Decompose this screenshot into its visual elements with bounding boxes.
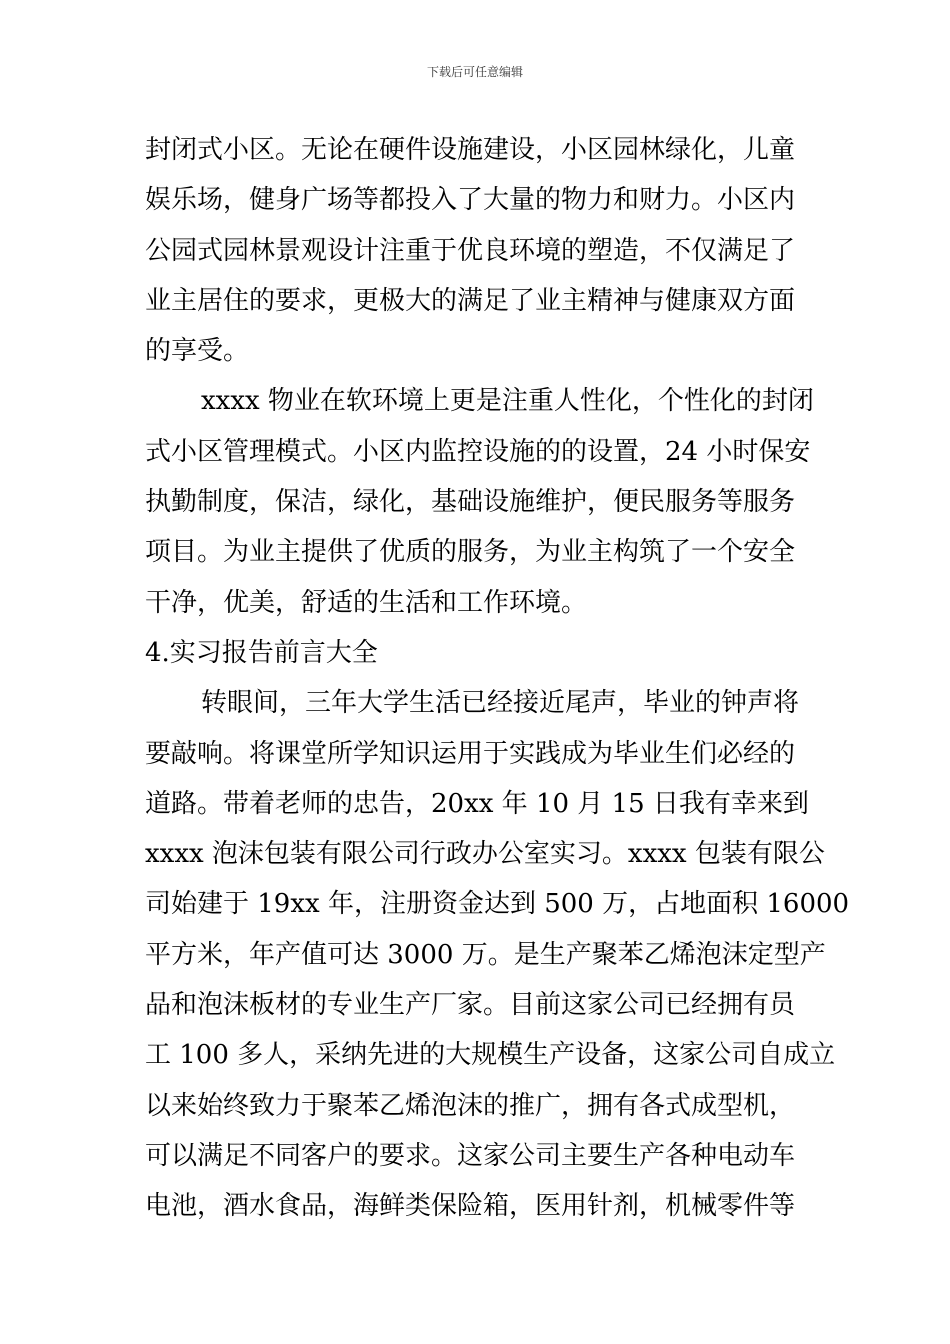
- text-line: 品和泡沫板材的专业生产厂家。目前这家公司已经拥有员: [145, 990, 796, 1021]
- section-heading: 4.实习报告前言大全: [145, 637, 378, 668]
- text-line: 式小区管理模式。小区内监控设施的的设置，24 小时保安: [145, 436, 811, 467]
- text-line: 执勤制度，保洁，绿化，基础设施维护，便民服务等服务: [145, 487, 796, 518]
- text-line: 道路。带着老师的忠告，20xx 年 10 月 15 日我有幸来到: [145, 788, 809, 819]
- text-line: 转眼间，三年大学生活已经接近尾声，毕业的钟声将: [201, 688, 800, 719]
- text-line: 业主居住的要求，更极大的满足了业主精神与健康双方面: [145, 285, 796, 316]
- text-line: 公园式园林景观设计注重于优良环境的塑造，不仅满足了: [145, 235, 796, 266]
- text-line: 可以满足不同客户的要求。这家公司主要生产各种电动车: [145, 1140, 796, 1171]
- text-line: 封闭式小区。无论在硬件设施建设，小区园林绿化，儿童: [145, 135, 796, 165]
- text-line: 干净，优美，舒适的生活和工作环境。: [145, 587, 588, 618]
- text-line: 司始建于 19xx 年，注册资金达到 500 万，占地面积 16000: [145, 889, 850, 920]
- document-body: [145, 125, 850, 1232]
- text-line: 平方米，年产值可达 3000 万。是生产聚苯乙烯泡沫定型产: [145, 939, 826, 970]
- text-line: 以来始终致力于聚苯乙烯泡沫的推广，拥有各式成型机，: [145, 1090, 796, 1121]
- text-line: 项目。为业主提供了优质的服务，为业主构筑了一个安全: [145, 537, 796, 568]
- text-line: xxxx 物业在软环境上更是注重人性化，个性化的封闭: [201, 386, 814, 417]
- text-line: 工 100 多人，采纳先进的大规模生产设备，这家公司自成立: [145, 1040, 836, 1071]
- text-line: 要敲响。将课堂所学知识运用于实践成为毕业生们必经的: [145, 738, 796, 769]
- text-line: 的享受。: [145, 336, 250, 367]
- text-line: 娱乐场，健身广场等都投入了大量的物力和财力。小区内: [145, 185, 796, 216]
- text-line: xxxx 泡沫包装有限公司行政办公室实习。xxxx 包装有限公: [145, 839, 825, 870]
- page-header: 下载后可任意编辑: [426, 65, 523, 79]
- text-line: 电池，酒水食品，海鲜类保险箱，医用针剂，机械零件等: [145, 1191, 796, 1222]
